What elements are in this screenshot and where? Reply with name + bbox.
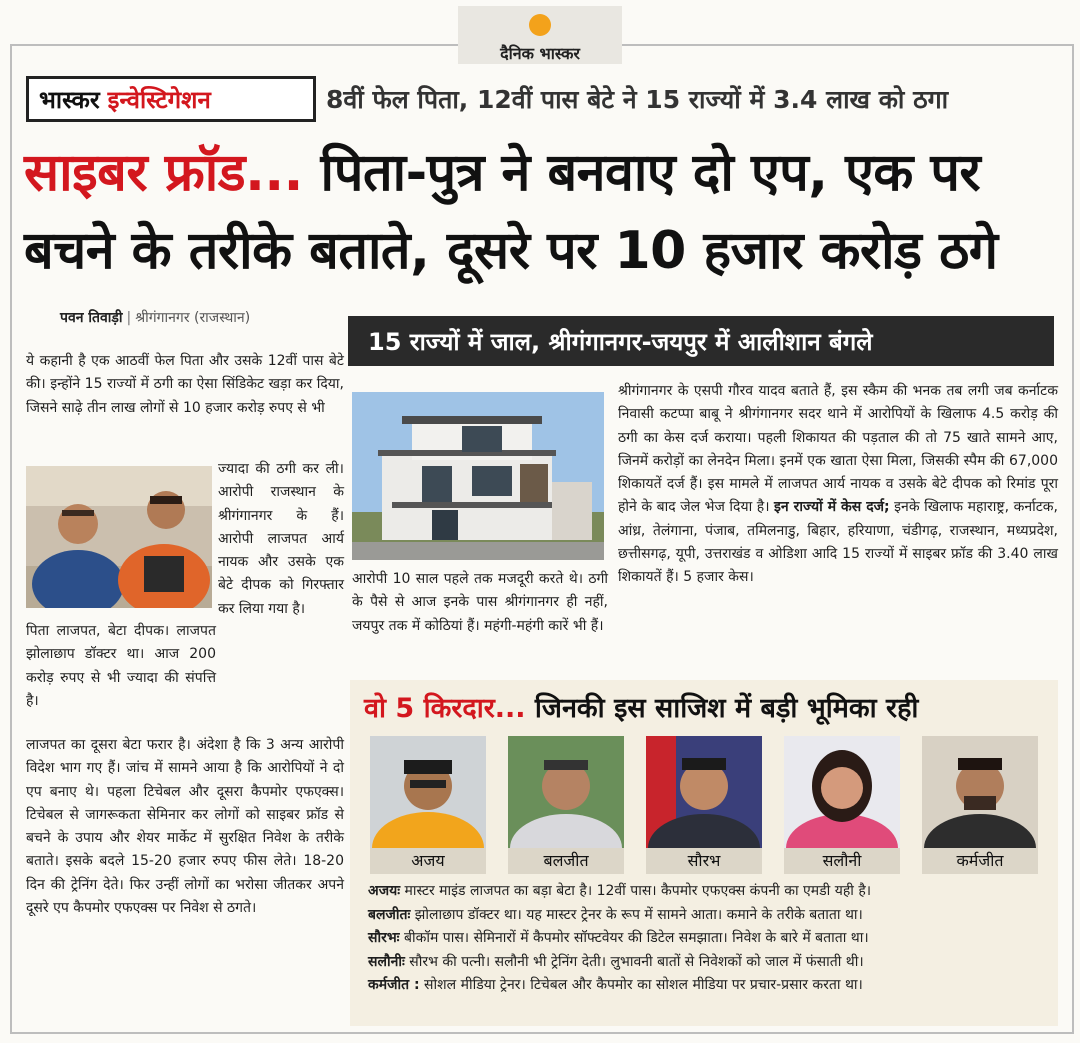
headline-line1: पिता-पुत्र ने बनवाए दो एप, एक पर	[320, 143, 981, 203]
accused-photo-caption: पिता लाजपत, बेटा दीपक। लाजपत झोलाछाप डॉक्टर था। आज 200 करोड़ रुपए से भी ज्यादा की संपत्ति है।	[26, 623, 216, 709]
portrait-ajay	[370, 736, 486, 848]
investigation-tag	[26, 76, 316, 122]
subhead-banner: 15 राज्यों में जाल, श्रीगंगानगर-जयपुर में आलीशान बंगले	[348, 316, 1054, 366]
story-beside-photo: ज्यादा की ठगी कर ली। आरोपी राजस्थान के श्रीगंगानगर के हैं। आरोपी लाजपत आर्य नायक और उसके एक बेटे दीपक को गिरफ्तार कर लिया गया है।	[218, 461, 344, 617]
story-sp-column	[618, 380, 1058, 590]
name-saurabh: सौरभ	[646, 848, 762, 874]
role-text-ajay: मास्टर माइंड लाजपत का बड़ा बेटा है। 12वीं पास। कैपमोर एफएक्स कंपनी का एमडी यही है।	[400, 883, 872, 899]
sun-logo-icon	[529, 14, 551, 36]
name-baljeet: बलजीत	[508, 848, 624, 874]
states-text: इनके खिलाफ महाराष्ट्र, कर्नाटक, आंध्र, तेलंगाना, पंजाब, तमिलनाडु, बिहार, हरियाणा, चंडीगढ़, राजस्थान, मध्यप्रदेश, छत्तीसगढ़, यूपी, उत्तराखंड व ओडिशा आदि 15 राज्यों में साइबर फ्रॉड की 3.40 लाख शिकायतें हैं। 5 हजार केस।	[618, 499, 1058, 586]
role-label-baljeet: बलजीतः	[368, 906, 411, 923]
role-label-saurabh: सौरभः	[368, 930, 400, 946]
byline-place: श्रीगंगानगर (राजस्थान)	[135, 310, 251, 326]
portrait-saloni	[784, 736, 900, 848]
headline-line2: बचने के तरीके बताते, दूसरे पर 10 हजार करोड़ ठगे	[24, 221, 998, 281]
role-label-karamjeet: कर्मजीत :	[368, 977, 420, 993]
name-karamjeet: कर्मजीत	[922, 848, 1038, 874]
states-label: इन राज्यों में केस दर्ज;	[774, 499, 890, 516]
characters-heading-red: वो 5 किरदार...	[364, 693, 526, 724]
role-label-saloni: सलौनीः	[368, 953, 405, 970]
portrait-saurabh	[646, 736, 762, 848]
characters-heading	[364, 688, 918, 725]
role-saurabh	[368, 927, 1048, 951]
role-baljeet	[368, 904, 1048, 928]
sp-statement: श्रीगंगानगर के एसपी गौरव यादव बताते हैं, इस स्कैम की भनक तब लगी जब कर्नाटक निवासी कटप्पा बाबू ने श्रीगंगानगर सदर थाने में आरोपियों के खिलाफ 4.5 करोड़ की ठगी का केस दर्ज कराया। पहली शिकायत की पड़ताल की तो 75 खाते सामने आए, जिनमें करोड़ों का लेनदेन मिला। इनमें एक खाता ऐसा मिला, जिसकी स्पैम की 67,000 शिकायतें दर्ज हैं। इस मामले में लाजपत आर्य नायक व उसके बेटे दीपक को रिमांड पूरा होने के बाद जेल भेज दिया है।	[618, 383, 1058, 516]
tag-label: इन्वेस्टिगेशन	[107, 85, 211, 114]
tag-brand: भास्कर	[39, 85, 100, 114]
accused-photo	[26, 466, 212, 608]
role-text-saurabh: बीकॉम पास। सेमिनारों में कैपमोर सॉफ्टवेयर की डिटेल समझाता। निवेश के बारे में बताता था।	[399, 930, 869, 946]
bungalow-photo	[352, 392, 604, 560]
role-text-karamjeet: सोशल मीडिया ट्रेनर। टिचेबल और कैपमोर का सोशल मीडिया पर प्रचार-प्रसार करता था।	[419, 977, 863, 993]
name-saloni: सलौनी	[784, 848, 900, 874]
role-karamjeet	[368, 974, 1048, 998]
story-continued: लाजपत का दूसरा बेटा फरार है। अंदेशा है कि 3 अन्य आरोपी विदेश भाग गए हैं। जांच में सामने आया है कि आरोपियों ने दो एप बनाए थे। पहला टिचेबल और दूसरा कैपमोर एफएक्स। टिचेबल से जागरूकता सेमिनार कर लोगों को साइबर फ्रॉड से बचने के उपाय और शेयर मार्केट में सुरक्षित निवेश के तरीके बताते। इसके बदले 15-20 हजार रुपए फीस लेते। 18-20 दिन की ट्रेनिंग देते। फिर उन्हीं लोगों का भरोसा जीतकर अपने दूसरे एप कैपमोर एफएक्स पर निवेश से ठगते।	[26, 737, 344, 917]
role-saloni	[368, 951, 1048, 975]
portrait-baljeet	[508, 736, 624, 848]
byline	[60, 308, 250, 327]
story-intro: ये कहानी है एक आठवीं फेल पिता और उसके 12वीं पास बेटे की। इन्होंने 15 राज्यों में ठगी का ऐसा सिंडिकेट खड़ा कर दिया, जिसने साढ़े तीन लाख लोगों से 10 हजार करोड़ रुपए से भी	[26, 353, 344, 416]
character-roles	[368, 880, 1048, 998]
kicker-line: 8वीं फेल पिता, 12वीं पास बेटे ने 15 राज्यों में 3.4 लाख को ठगा	[326, 85, 949, 114]
characters-box	[350, 680, 1058, 1026]
role-text-baljeet: झोलाछाप डॉक्टर था। यह मास्टर ट्रेनर के रूप में सामने आता। कमाने के तरीके बताता था।	[410, 906, 863, 923]
headline	[24, 134, 1064, 290]
masthead	[458, 6, 622, 64]
masthead-name: दैनिक भास्कर	[500, 44, 580, 63]
bungalow-caption: आरोपी 10 साल पहले तक मजदूरी करते थे। ठगी के पैसे से आज इनके पास श्रीगंगानगर ही नहीं, जयपुर तक में कोठियां हैं। महंगी-महंगी कारें भी हैं।	[352, 571, 608, 634]
characters-heading-rest: जिनकी इस साजिश में बड़ी भूमिका रही	[534, 693, 919, 724]
role-text-saloni: सौरभ की पत्नी। सलौनी भी ट्रेनिंग देती। लुभावनी बातों से निवेशकों को जाल में फंसाती थी।	[404, 953, 864, 970]
portrait-karamjeet	[922, 736, 1038, 848]
role-ajay	[368, 880, 1048, 904]
name-ajay: अजय	[370, 848, 486, 874]
byline-separator: |	[126, 310, 132, 326]
byline-author: पवन तिवाड़ी	[60, 310, 123, 326]
role-label-ajay: अजयः	[368, 883, 401, 899]
headline-red: साइबर फ्रॉड...	[24, 143, 303, 203]
